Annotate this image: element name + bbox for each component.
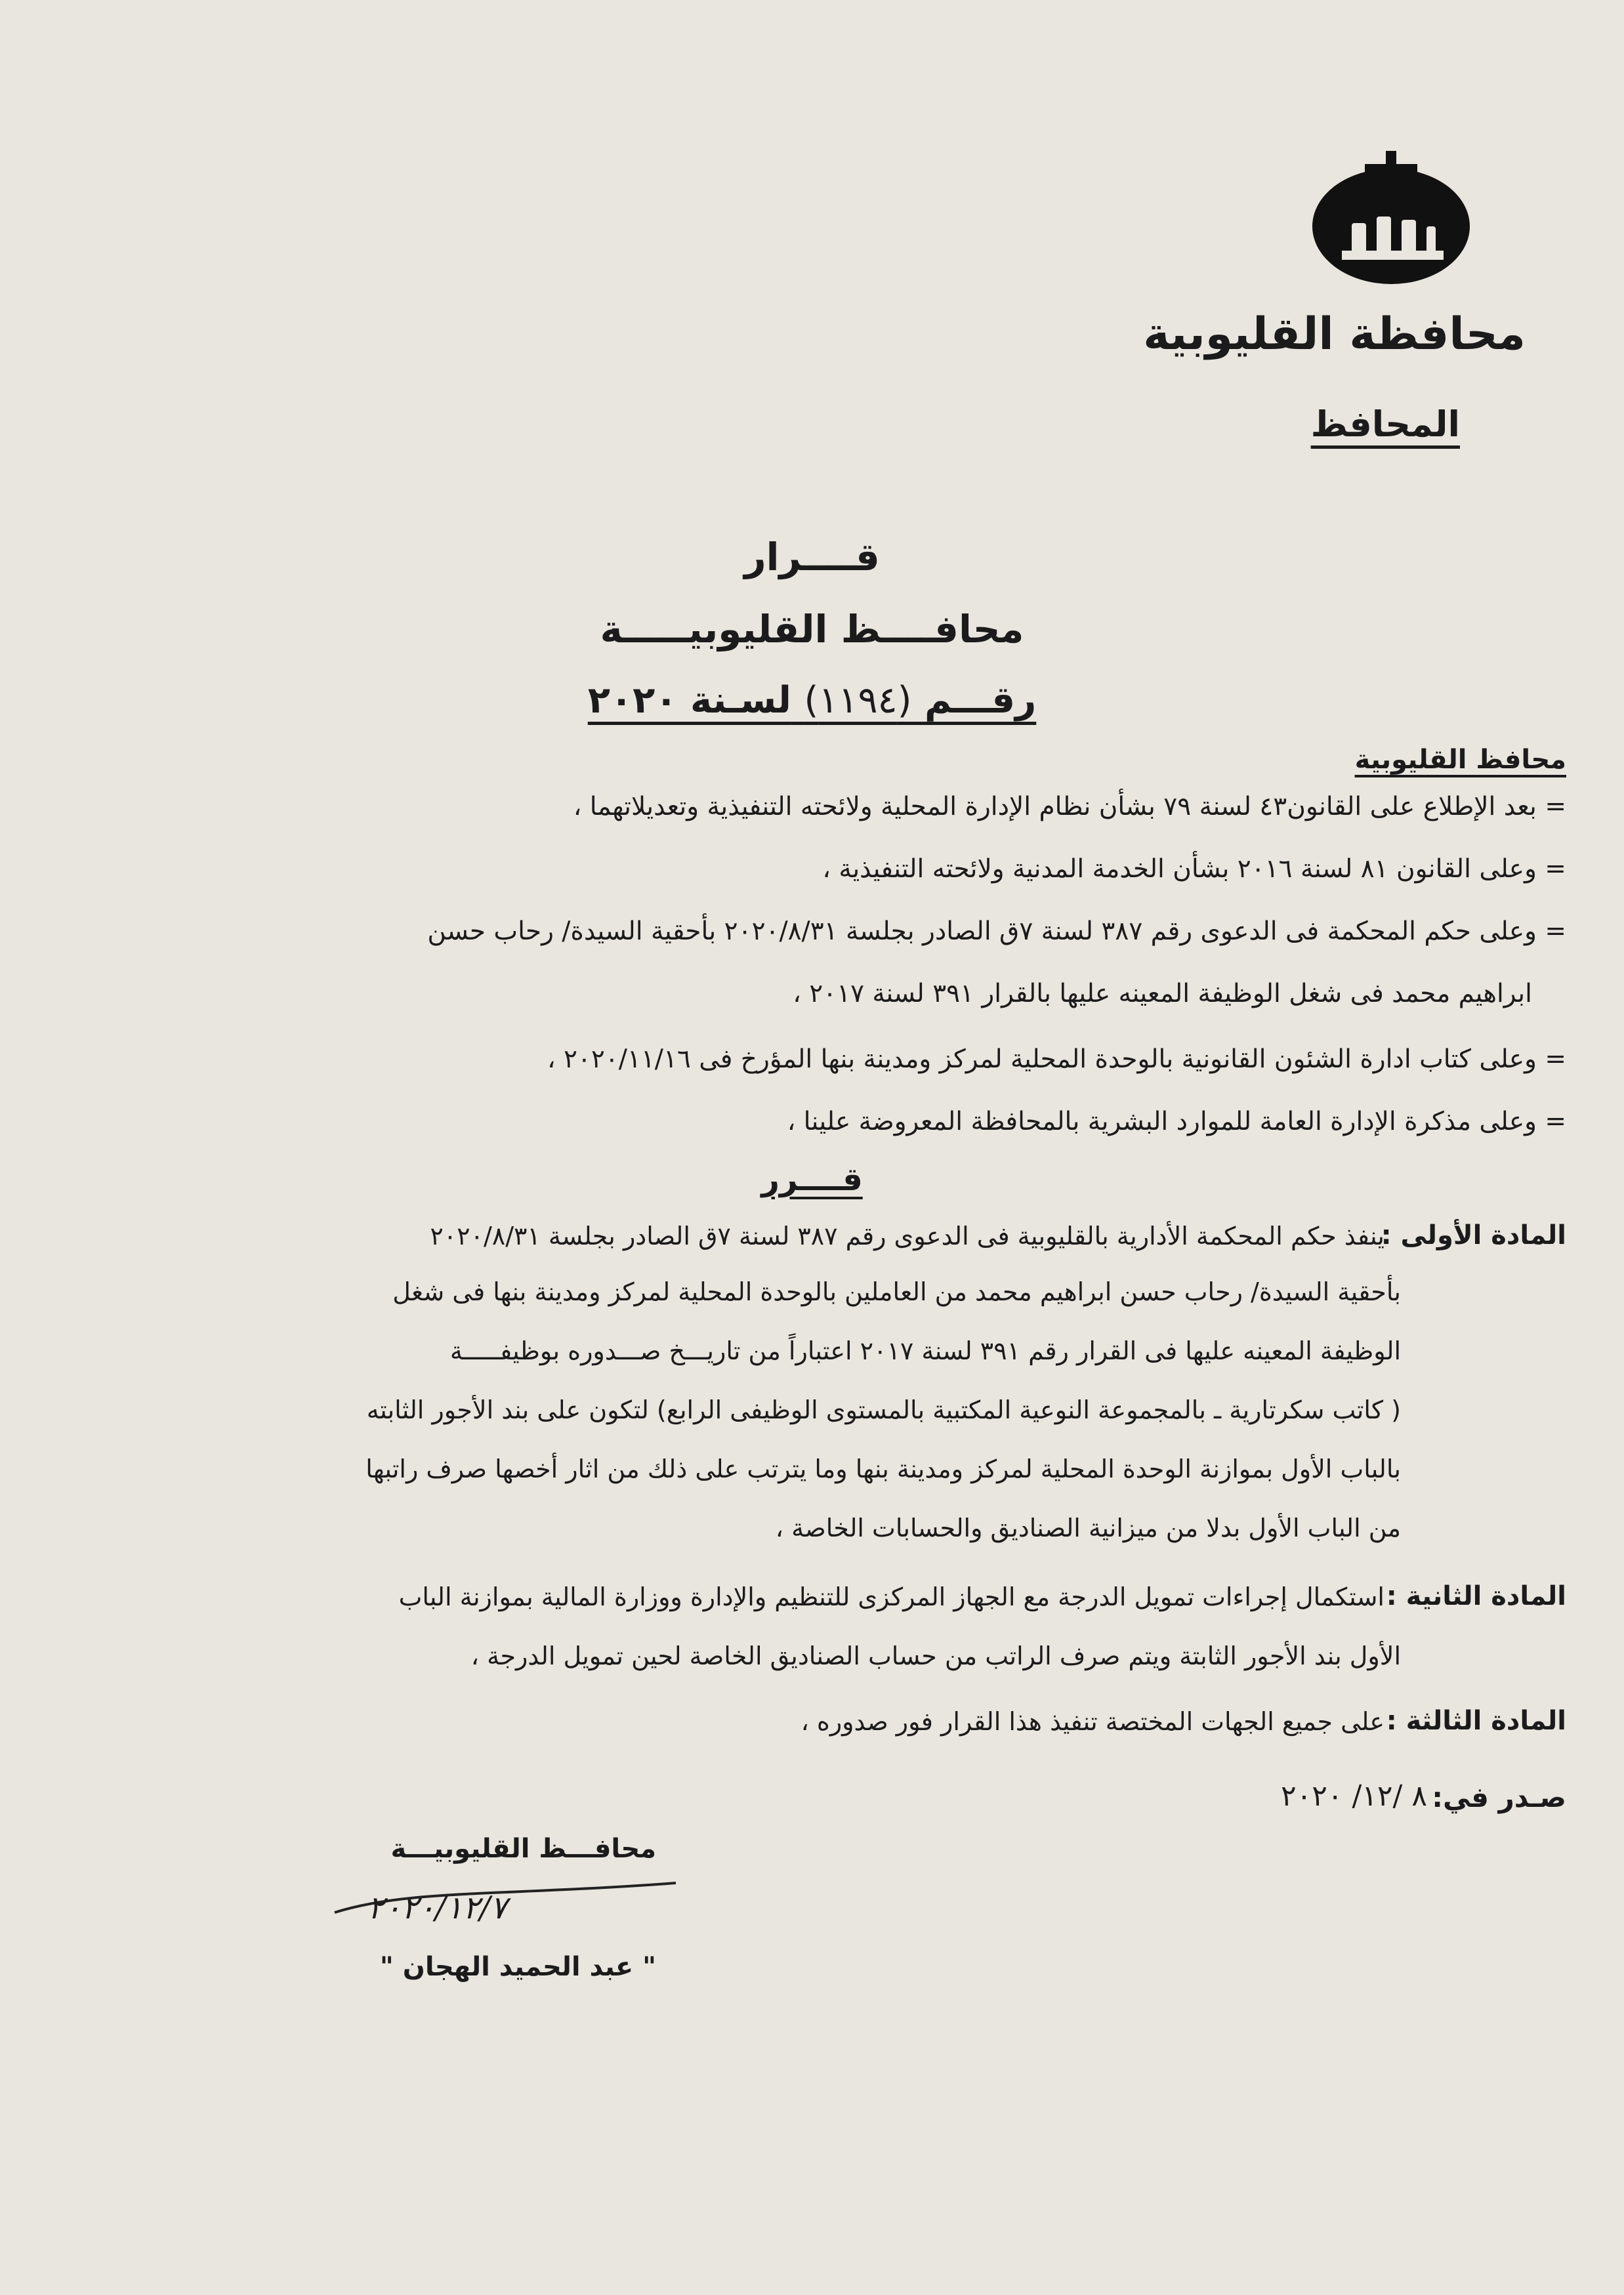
office-name: المحافظ	[1310, 403, 1460, 445]
governorate-name: محافظة القليوبية	[1143, 308, 1526, 360]
preamble-item: = وعلى مذكرة الإدارة العامة للموارد البشرية بالمحافظة المعروضة علينا ،	[787, 1107, 1566, 1136]
article-1-line: بأحقية السيدة/ رحاب حسن ابراهيم محمد من العاملين بالوحدة المحلية لمركز ومدينة بنها فى شغل	[392, 1277, 1401, 1306]
issued-date: ٨ /١٢/ ٢٠٢٠	[1280, 1779, 1427, 1813]
decision-heading: قــــرر	[761, 1161, 863, 1198]
article-3-label: المادة الثالثة :	[1386, 1706, 1566, 1736]
article-1-line: ينفذ حكم المحكمة الأدارية بالقليوبية فى الدعوى رقم ٣٨٧ لسنة ٧ق الصادر بجلسة ٢٠٢٠/٨/٣١	[430, 1222, 1385, 1251]
decree-year: لسـنة ٢٠٢٠	[587, 679, 791, 722]
decree-number-line	[0, 679, 1624, 722]
preamble-item: ابراهيم محمد فى شغل الوظيفة المعينه عليها بالقرار ٣٩١ لسنة ٢٠١٧ ،	[793, 979, 1532, 1008]
article-1-line: ( كاتب سكرتارية ـ بالمجموعة النوعية المكتبية بالمستوى الوظيفى الرابع) لتكون على بند الأجور الثابته	[366, 1396, 1401, 1424]
preamble-item: = وعلى القانون ٨١ لسنة ٢٠١٦ بشأن الخدمة المدنية ولائحته التنفيذية ،	[822, 854, 1566, 884]
decree-word: قــــرار	[744, 535, 880, 579]
article-2-label: المادة الثانية :	[1386, 1581, 1566, 1611]
article-2-line: استكمال إجراءات تمويل الدرجة مع الجهاز المركزى للتنظيم والإدارة ووزارة المالية بموازنة الباب	[398, 1582, 1385, 1611]
article-2-line: الأول بند الأجور الثابتة ويتم صرف الراتب من حساب الصناديق الخاصة لحين تمويل الدرجة ،	[470, 1642, 1401, 1670]
article-1-line: الوظيفة المعينه عليها فى القرار رقم ٣٩١ لسنة ٢٠١٧ اعتباراً من تاريـــخ صـــدوره بوظيفـــــة	[449, 1336, 1401, 1365]
preamble-item: = وعلى حكم المحكمة فى الدعوى رقم ٣٨٧ لسنة ٧ق الصادر بجلسة ٢٠٢٠/٨/٣١ بأحقية السيدة/ رحاب حسن	[427, 917, 1566, 946]
governor-name: " عبد الحميد الهجان "	[379, 1952, 656, 1982]
decree-issuer: محافــــظ القليوبيـــــة	[600, 607, 1024, 651]
governorate-emblem-icon	[1260, 138, 1522, 295]
preamble-heading: محافظ القليوبية	[1354, 745, 1566, 775]
handwritten-date: ٢٠٢٠/١٢/٧	[367, 1890, 507, 1926]
article-1-label: المادة الأولى :	[1381, 1220, 1566, 1251]
issued-label: صـدر في:	[1432, 1781, 1566, 1813]
preamble-item: = بعد الإطلاع على القانون٤٣ لسنة ٧٩ بشأن نظام الإدارة المحلية ولائحته التنفيذية وتعديلاتهما ،	[573, 792, 1566, 821]
decree-number: (١١٩٤)	[804, 679, 912, 722]
article-1-line: من الباب الأول بدلا من ميزانية الصناديق والحسابات الخاصة ،	[775, 1514, 1401, 1542]
article-3-line: على جميع الجهات المختصة تنفيذ هذا القرار فور صدوره ،	[801, 1707, 1385, 1736]
signature-title: محافـــظ القليوبيـــة	[390, 1834, 656, 1864]
preamble-item: = وعلى كتاب ادارة الشئون القانونية بالوحدة المحلية لمركز ومدينة بنها المؤرخ فى ٢٠٢٠/١١/١٦ ،	[547, 1044, 1566, 1074]
number-prefix: رقـــم	[924, 679, 1037, 722]
article-1-line: بالباب الأول بموازنة الوحدة المحلية لمركز ومدينة بنها وما يترتب على ذلك من اثار أخصها صرف راتبها	[365, 1455, 1401, 1483]
